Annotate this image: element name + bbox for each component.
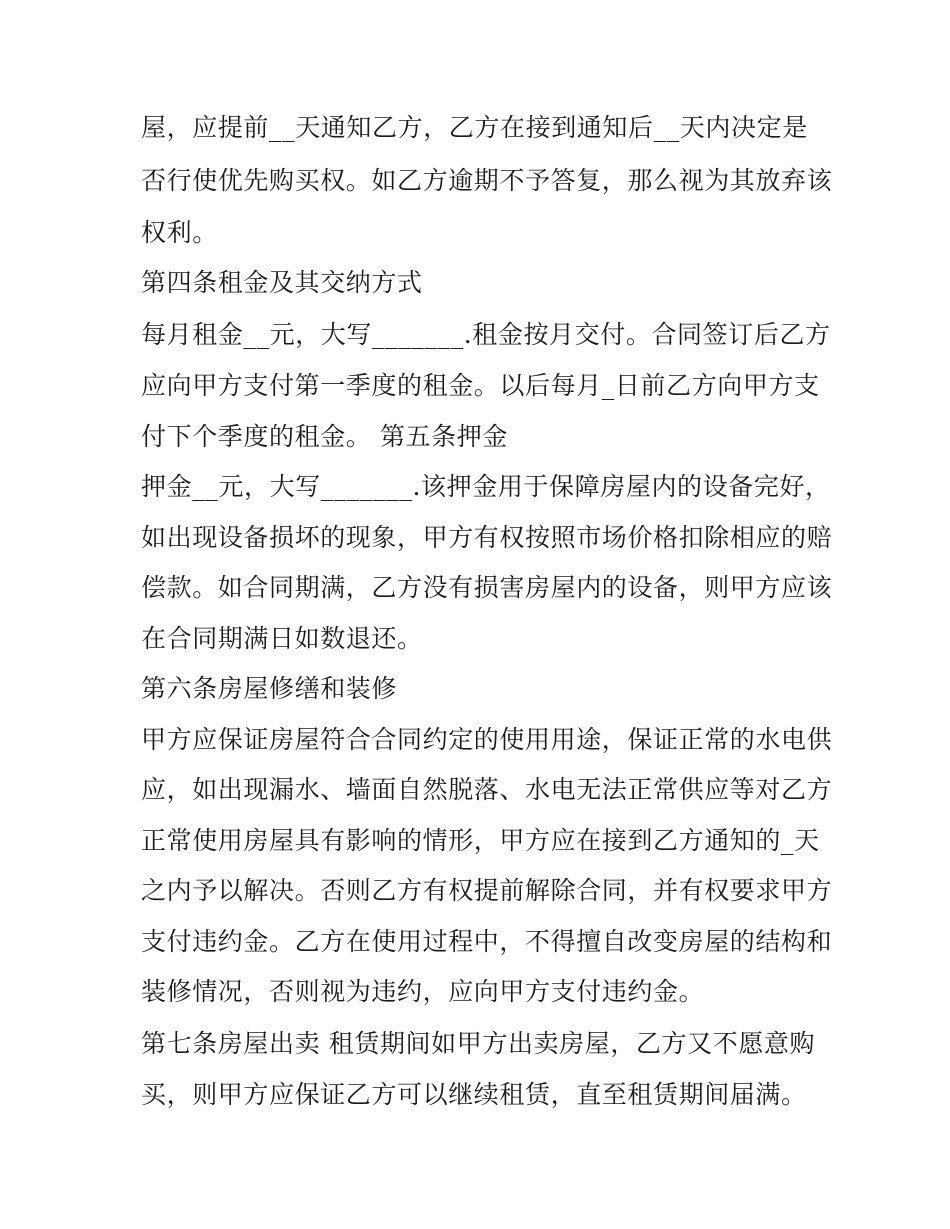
text-line: 押金__元，大写_______.该押金用于保障房屋内的设备完好， <box>141 472 831 501</box>
text-line: 应向甲方支付第一季度的租金。以后每月_日前乙方向甲方支 <box>141 371 820 400</box>
text-line: 每月租金__元，大写_______.租金按月交付。合同签订后乙方 <box>141 320 831 349</box>
section-heading-repair: 第六条房屋修缮和装修 <box>141 674 398 703</box>
text-line: 支付违约金。乙方在使用过程中，不得擅自改变房屋的结构和 <box>141 927 833 956</box>
text-line: 之内予以解决。否则乙方有权提前解除合同，并有权要求甲方 <box>141 876 833 905</box>
text-line: 买，则甲方应保证乙方可以继续租赁，直至租赁期间届满。 <box>141 1080 807 1109</box>
text-line: 屋，应提前__天通知乙方，乙方在接到通知后__天内决定是 <box>141 113 808 142</box>
text-line: 付下个季度的租金。 第五条押金 <box>141 422 508 451</box>
text-line: 正常使用房屋具有影响的情形，甲方应在接到乙方通知的_天 <box>141 826 820 855</box>
text-line: 应，如出现漏水、墙面自然脱落、水电无法正常供应等对乙方 <box>141 775 833 804</box>
text-line: 在合同期满日如数退还。 <box>141 624 423 653</box>
text-line: 如出现设备损坏的现象，甲方有权按照市场价格扣除相应的赔 <box>141 523 833 552</box>
text-line: 否行使优先购买权。如乙方逾期不予答复，那么视为其放弃该 <box>141 166 833 195</box>
text-line: 偿款。如合同期满，乙方没有损害房屋内的设备，则甲方应该 <box>141 573 833 602</box>
text-line: 权利。 <box>141 218 218 247</box>
text-line: 甲方应保证房屋符合合同约定的使用用途，保证正常的水电供 <box>141 725 833 754</box>
text-line: 装修情况，否则视为违约，应向甲方支付违约金。 <box>141 977 705 1006</box>
section-heading-rent: 第四条租金及其交纳方式 <box>141 268 423 297</box>
text-line: 第七条房屋出卖 租赁期间如甲方出卖房屋，乙方又不愿意购 <box>141 1029 816 1058</box>
